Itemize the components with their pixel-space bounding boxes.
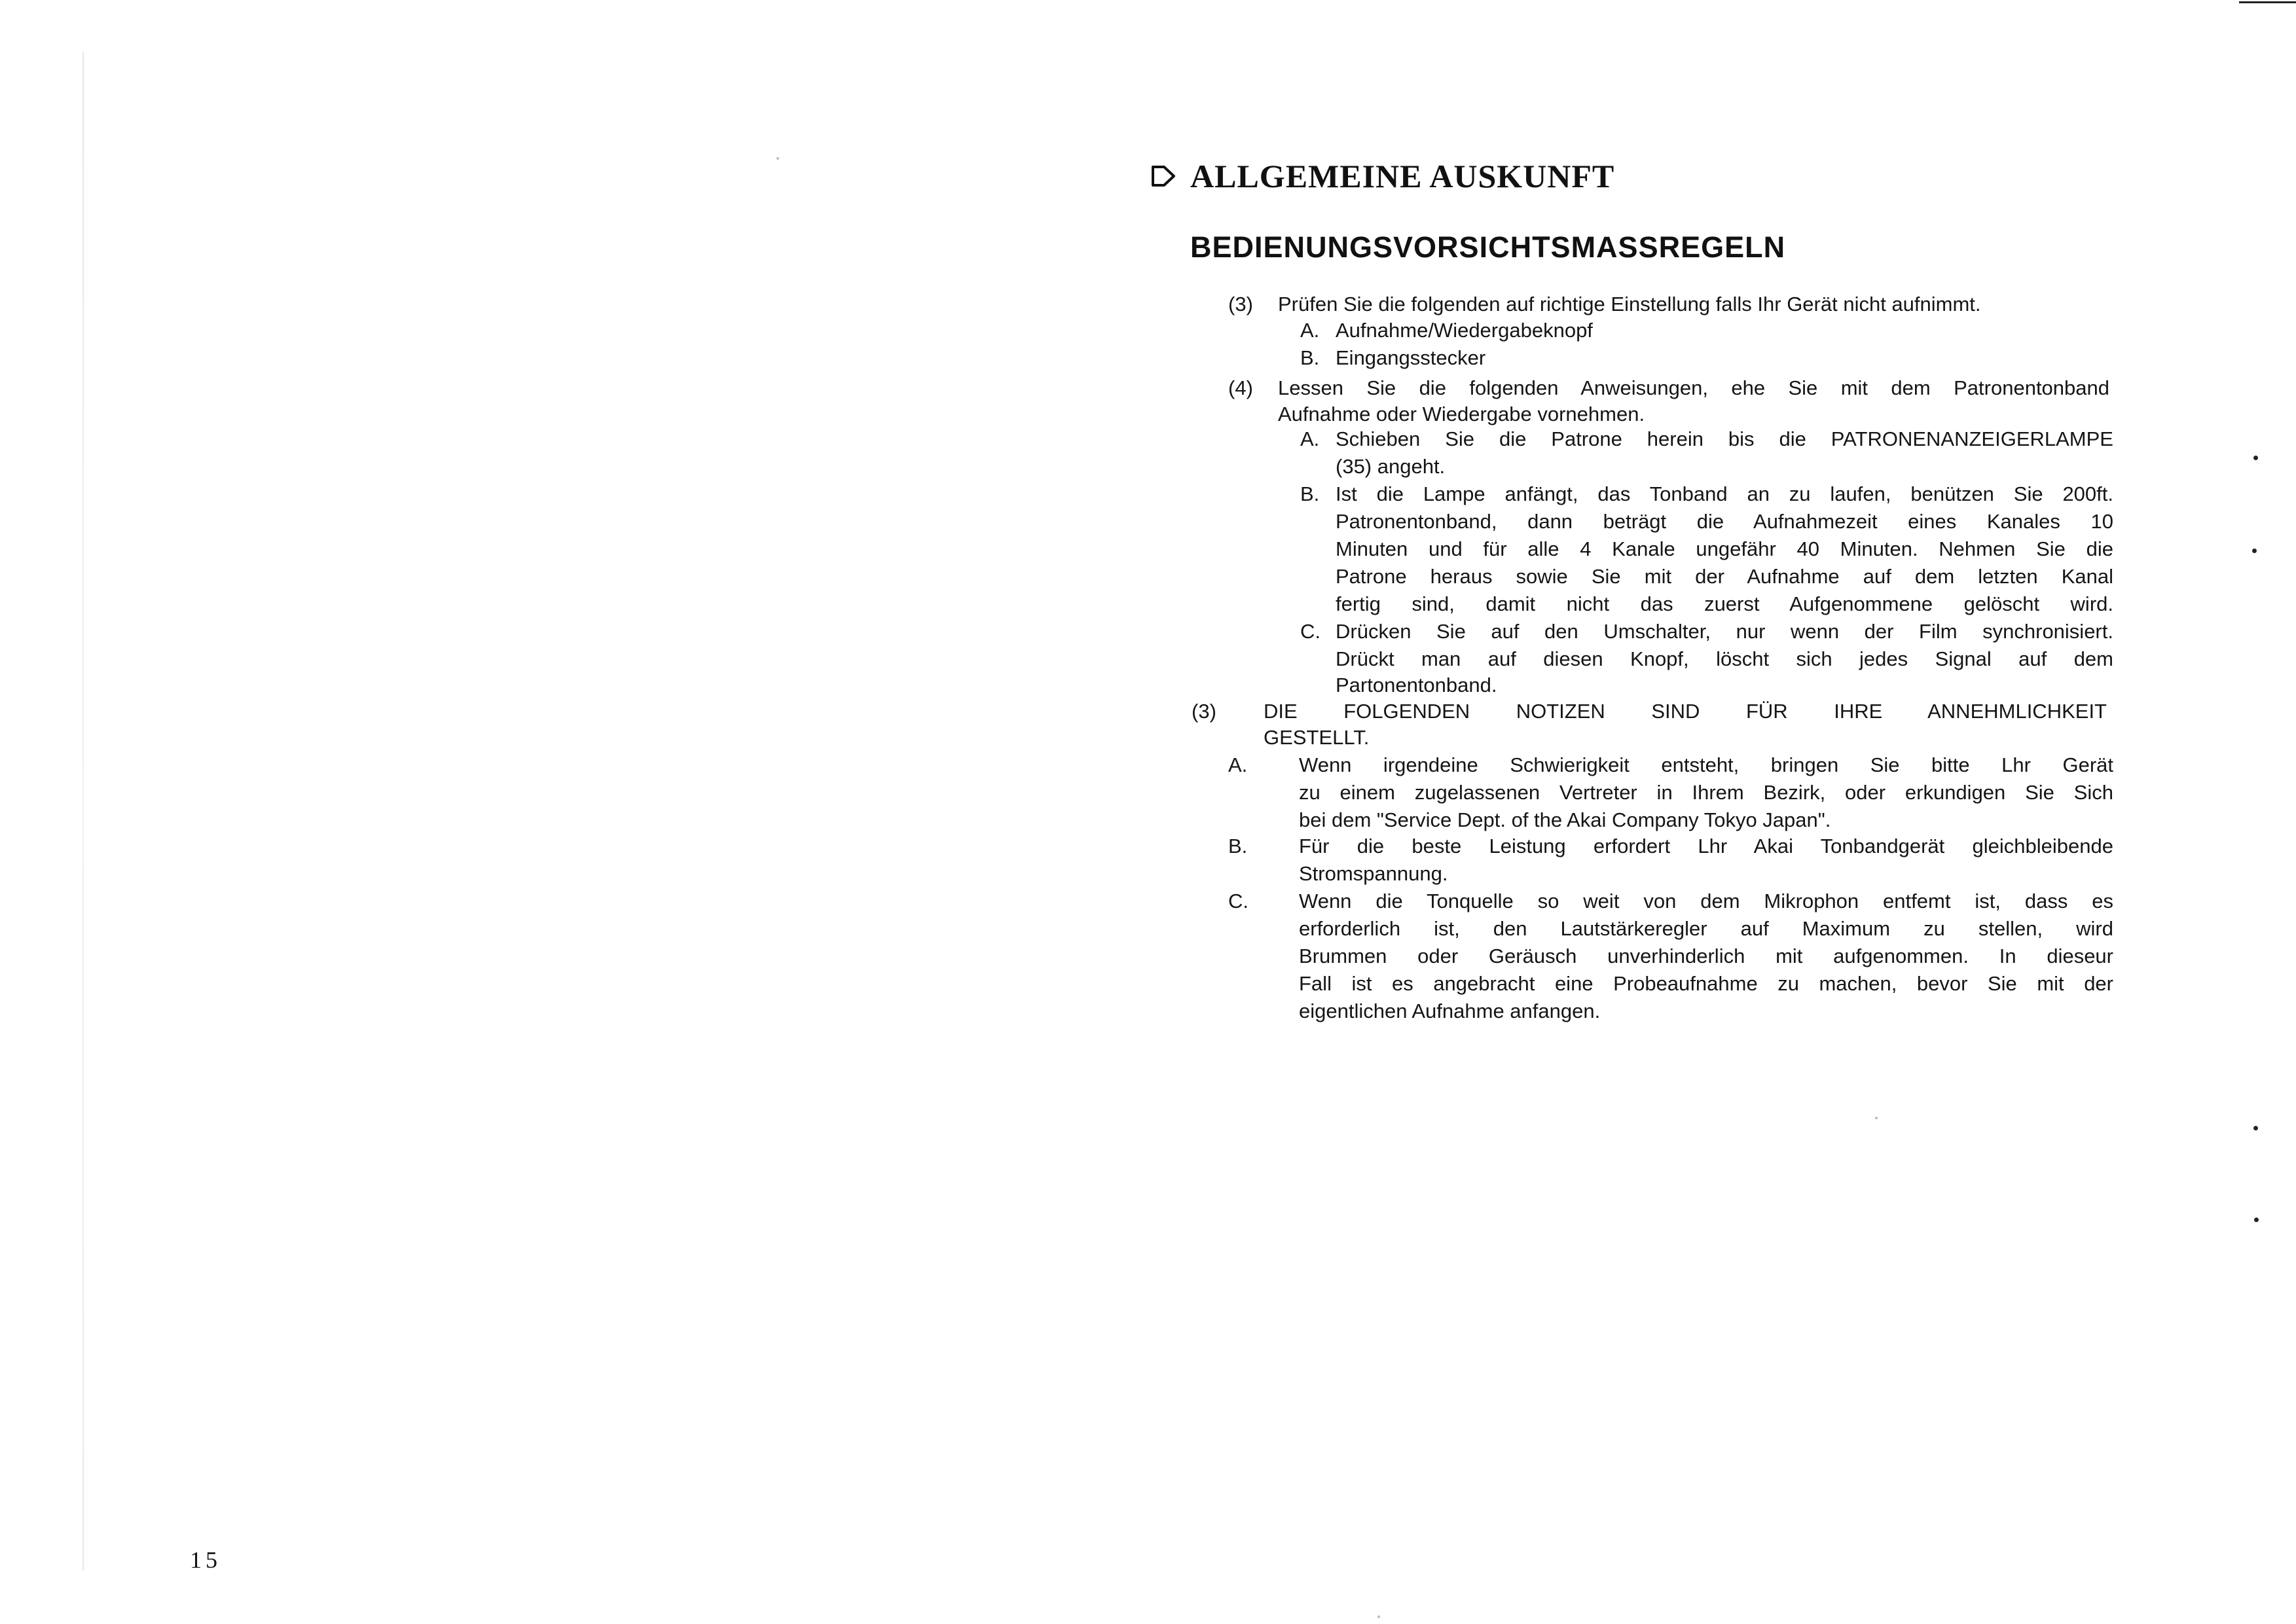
section-heading (1151, 157, 1614, 195)
sub-item-text-line: Drücken Sie auf den Umschalter, nur wenn der Film synchronisiert. (1336, 620, 2113, 643)
item-text: Prüfen Sie die folgenden auf richtige Einstellung falls Ihr Gerät nicht aufnimmt. (1278, 293, 1981, 316)
margin-speck (1377, 1615, 1380, 1618)
section-title: ALLGEMEINE AUSKUNFT (1190, 158, 1615, 194)
sub-item-text-line: Stromspannung. (1299, 862, 1448, 885)
sub-item-text: Aufnahme/Wiedergabeknopf (1336, 319, 1593, 342)
sub-item-text-line: Für die beste Leistung erfordert Lhr Akai Tonbandgerät gleichbleibende (1299, 835, 2113, 857)
item-text-line: GESTELLT. (1264, 726, 1370, 749)
sub-item-text-line: Minuten und für alle 4 Kanale ungefähr 40 Minuten. Nehmen Sie die (1336, 537, 2113, 560)
sub-item-text-line: Ist die Lampe anfängt, das Tonband an zu laufen, benützen Sie 200ft. (1336, 482, 2113, 505)
sub-item-text-line: Partonentonband. (1336, 674, 1497, 696)
sub-item-text-line: (35) angeht. (1336, 455, 1446, 478)
margin-speck (2253, 456, 2258, 460)
sub-item-text-line: fertig sind, damit nicht das zuerst Aufgenommene gelöscht wird. (1336, 592, 2113, 615)
triangle-marker-icon (1151, 165, 1176, 187)
sub-item-text-line: Drückt man auf diesen Knopf, löscht sich jedes Signal auf dem (1336, 647, 2113, 670)
sub-item-text-line: Patronentonband, dann beträgt die Aufnahmezeit eines Kanales 10 (1336, 510, 2113, 533)
item-text-line: Aufnahme oder Wiedergabe vornehmen. (1278, 403, 1645, 425)
sub-item-text-line: Wenn irgendeine Schwierigkeit entsteht, bringen Sie bitte Lhr Gerät (1299, 753, 2113, 776)
item-text-line: DIE FOLGENDEN NOTIZEN SIND FÜR IHRE ANNEHMLICHKEIT (1264, 700, 2107, 723)
sub-item-letter: A. (1300, 427, 1320, 450)
sub-item-text-line: Fall ist es angebracht eine Probeaufnahme zu machen, bevor Sie mit der (1299, 972, 2113, 995)
sub-item-letter: B. (1300, 482, 1320, 505)
margin-speck (2254, 1218, 2259, 1222)
binding-shadow-line (82, 52, 84, 1571)
item-text-line: Lessen Sie die folgenden Anweisungen, ehe Sie mit dem Patronentonband (1278, 376, 2109, 399)
sub-item-letter: B. (1228, 835, 1248, 857)
sub-item-text-line: bei dem "Service Dept. of the Akai Company Tokyo Japan". (1299, 808, 1831, 831)
margin-speck (2253, 1126, 2258, 1130)
sub-item-letter: C. (1300, 620, 1321, 643)
sub-item-text-line: Brummen oder Geräusch unverhinderlich mit aufgenommen. In dieseur (1299, 945, 2113, 967)
sub-item-text-line: zu einem zugelassenen Vertreter in Ihrem Bezirk, oder erkundigen Sie Sich (1299, 781, 2113, 804)
sub-item-text-line: Wenn die Tonquelle so weit von dem Mikrophon entfemt ist, dass es (1299, 890, 2113, 912)
sub-item-text-line: Patrone heraus sowie Sie mit der Aufnahme auf dem letzten Kanal (1336, 565, 2113, 588)
item-number: (4) (1228, 376, 1253, 399)
top-edge-rule (2239, 1, 2296, 3)
margin-speck (776, 157, 779, 160)
sub-item-letter: B. (1300, 346, 1320, 369)
sub-item-letter: A. (1300, 319, 1320, 342)
sub-item-text-line: eigentlichen Aufnahme anfangen. (1299, 1000, 1601, 1022)
sub-item-letter: C. (1228, 890, 1248, 912)
margin-speck (2252, 549, 2257, 553)
item-number: (3) (1228, 293, 1253, 316)
sub-item-letter: A. (1228, 753, 1248, 776)
sub-item-text-line: erforderlich ist, den Lautstärkeregler auf Maximum zu stellen, wird (1299, 917, 2113, 940)
item-number: (3) (1192, 700, 1216, 723)
margin-speck (1875, 1117, 1878, 1119)
sub-item-text: Eingangsstecker (1336, 346, 1486, 369)
subsection-title: BEDIENUNGSVORSICHTSMASSREGELN (1190, 230, 1786, 264)
page-number: 15 (190, 1547, 221, 1573)
sub-item-text-line: Schieben Sie die Patrone herein bis die PATRONENANZEIGERLAMPE (1336, 427, 2113, 450)
